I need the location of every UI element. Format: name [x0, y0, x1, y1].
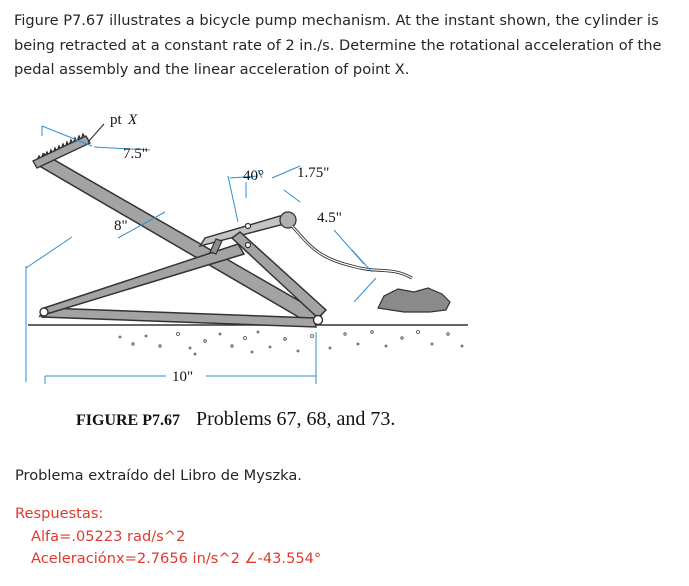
- label-x: X: [128, 112, 138, 128]
- label-4-5: 4.5": [317, 210, 342, 226]
- answers-title: Respuestas:: [15, 505, 104, 522]
- source-note: Problema extraído del Libro de Myszka.: [15, 467, 302, 484]
- label-10: 10": [172, 369, 194, 385]
- figure-number: FIGURE P7.67: [76, 412, 180, 429]
- ground-link: [42, 308, 316, 327]
- answer-alpha: Alfa=.05223 rad/s^2: [31, 528, 186, 545]
- problem-statement: Figure P7.67 illustrates a bicycle pump mechanism. At the instant shown, the cylinder is being retracted at a constant rate of 2 in./s. Determine the rotational acceleration of the pedal assembly and the linear acceleration of point X.: [14, 12, 662, 78]
- ground-dots: [119, 331, 463, 356]
- figure-caption: Problems 67, 68, and 73.: [196, 408, 396, 430]
- pt-x-leader: [88, 124, 104, 142]
- label-1-75: 1.75": [297, 165, 330, 181]
- crank-link: [40, 244, 244, 316]
- label-7-5: 7.5": [123, 146, 148, 162]
- mid-pivot: [246, 243, 251, 248]
- label-40-deg: 40°: [243, 168, 264, 184]
- right-pivot: [314, 316, 323, 325]
- label-pt: pt: [110, 112, 122, 128]
- rock: [378, 288, 450, 312]
- left-pivot: [40, 308, 48, 316]
- upper-pivot: [246, 224, 251, 229]
- bicycle-pump-figure: [0, 96, 689, 441]
- answer-acceleration: Aceleraciónx=2.7656 in/s^2 ∠-43.554°: [31, 550, 322, 567]
- label-8: 8": [114, 218, 128, 234]
- mechanism-diagram: [0, 96, 689, 441]
